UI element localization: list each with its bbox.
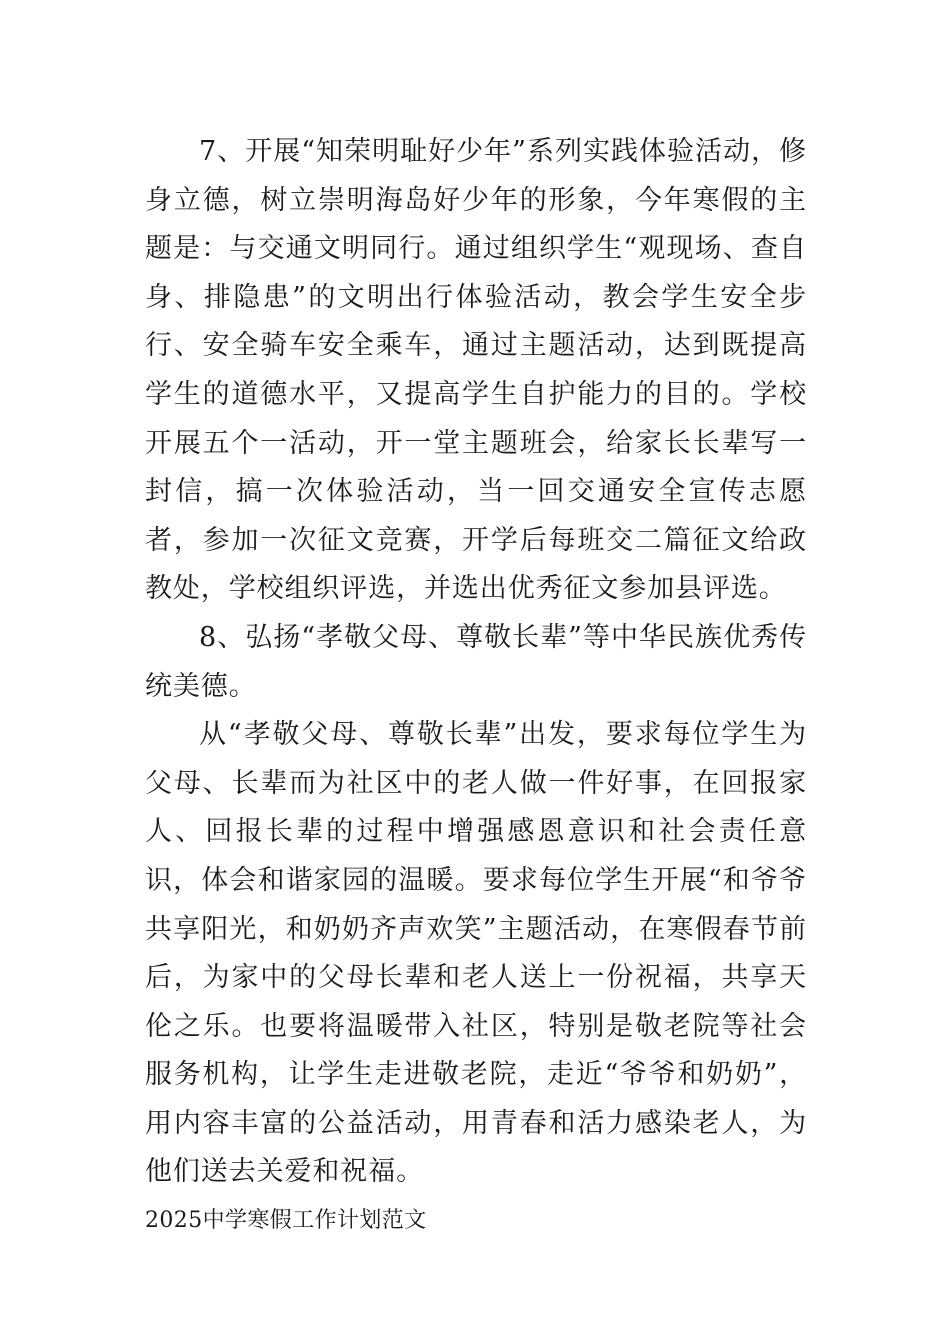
section-heading: 2025中学寒假工作计划范文 — [145, 1208, 427, 1234]
paragraph-item-8: 8、弘扬“孝敬父母、尊敬长辈”等中华民族优秀传统美德。 — [145, 621, 807, 702]
document-body — [145, 128, 807, 1246]
paragraph-filial-piety: 从“孝敬父母、尊敬长辈”出发，要求每位学生为父母、长辈而为社区中的老人做一件好事，在回报家人、回报长辈的过程中增强感恩意识和社会责任意识，体会和谐家园的温暖。要求每位学生开展“和爷爷共享阳光，和奶奶齐声欢笑”主题活动，在寒假春节前后，为家中的父母长辈和老人送上一份祝福，共享天伦之乐。也要将温暖带入社区，特别是敬老院等社会服务机构，让学生走进敬老院，走近“爷爷和奶奶”，用内容丰富的公益活动，用青春和活力感染老人，为他们送去关爱和祝福。 — [145, 719, 807, 1188]
paragraph-item-7: 7、开展“知荣明耻好少年”系列实践体验活动，修身立德，树立崇明海岛好少年的形象，今年寒假的主题是：与交通文明同行。通过组织学生“观现场、查自身、排隐患”的文明出行体验活动，教会学生安全步行、安全骑车安全乘车，通过主题活动，达到既提高学生的道德水平，又提高学生自护能力的目的。学校开展五个一活动，开一堂主题班会，给家长长辈写一封信，搞一次体验活动，当一回交通安全宣传志愿者，参加一次征文竞赛，开学后每班交二篇征文给政教处，学校组织评选，并选出优秀征文参加县评选。 — [145, 136, 807, 605]
